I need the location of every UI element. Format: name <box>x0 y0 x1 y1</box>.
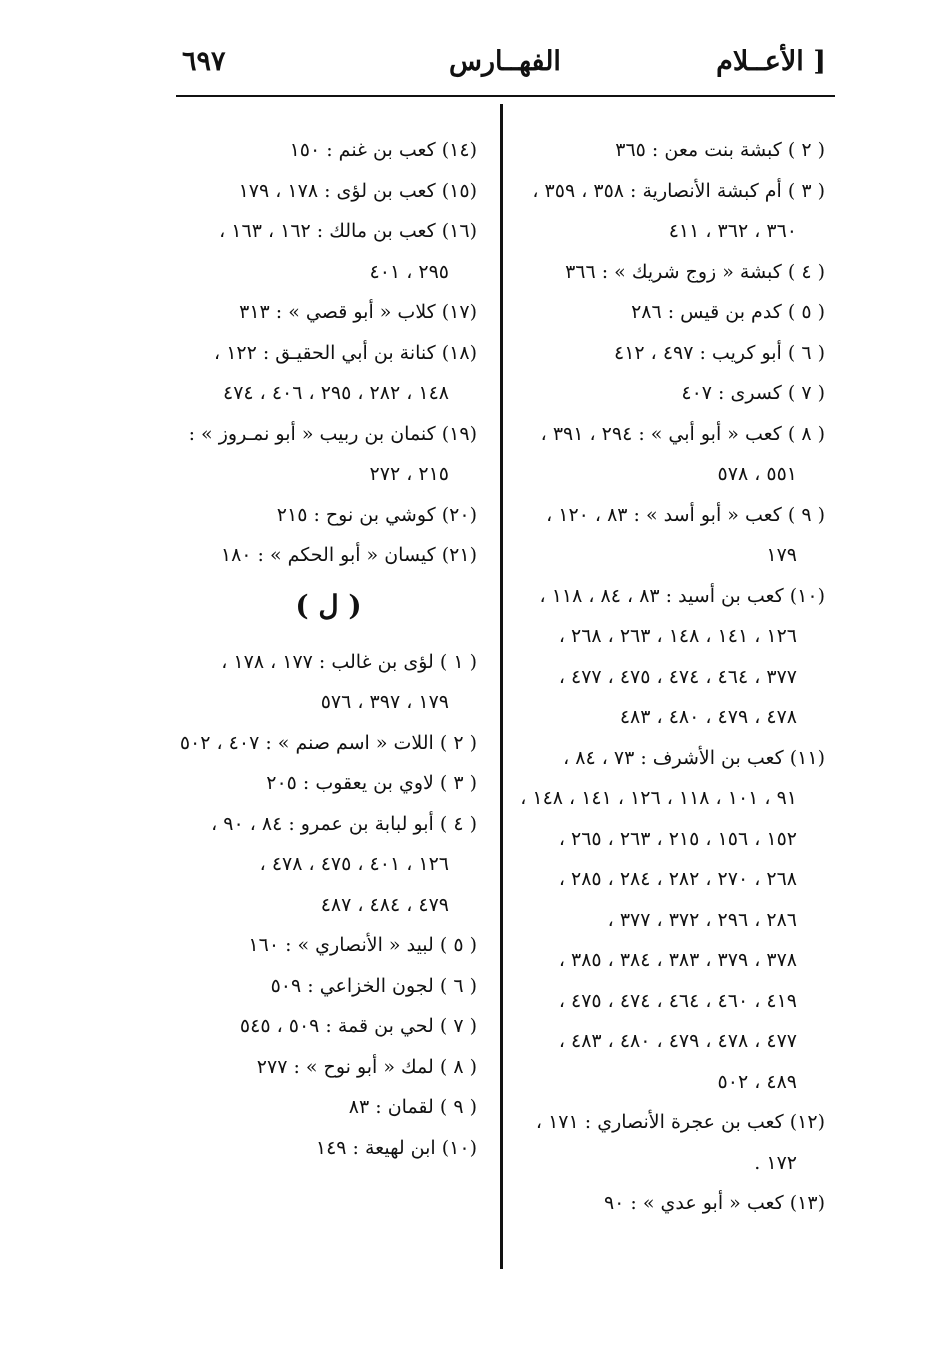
entry-line: ( ٧ ) لحي بن قمة : ٥٠٩ ، ٥٤٥ <box>239 1015 477 1037</box>
entry-line: (١٩) كنمان بن ربيب « أبو نمـروز » : <box>188 422 477 445</box>
entry-continuation-line: ٢١٥ ، ٢٧٢ <box>369 463 449 485</box>
index-entry <box>180 1087 477 1128</box>
entry-line: (١٠) كعب بن أسيد : ٨٣ ، ٨٤ ، ١١٨ ، <box>539 584 825 607</box>
index-entry <box>180 211 477 292</box>
page-number: ٦٩٧ <box>182 46 226 77</box>
entry-continuation-line: ٤٨٩ ، ٥٠٢ <box>717 1070 797 1093</box>
entry-line: (١١) كعب بن الأشرف : ٧٣ ، ٨٤ ، <box>563 746 825 769</box>
index-entry <box>180 292 477 333</box>
index-entry <box>525 292 825 333</box>
entry-continuation-line: ٤٧٩ ، ٤٨٤ ، ٤٨٧ <box>320 893 449 916</box>
entry-continuation-line: ١٥٢ ، ١٥٦ ، ٢١٥ ، ٢٦٣ ، ٢٦٥ ، <box>558 827 797 850</box>
index-entry <box>180 723 477 764</box>
left-column <box>180 130 477 1168</box>
entry-line: ( ٤ ) كبشة « زوج شريك » : ٣٦٦ <box>565 260 825 283</box>
index-entry <box>180 535 477 576</box>
entry-continuation-line: ١٤٨ ، ٢٨٢ ، ٢٩٥ ، ٤٠٦ ، ٤٧٤ <box>223 382 449 404</box>
index-entry <box>525 576 825 738</box>
index-entry <box>180 966 477 1007</box>
index-entry <box>180 130 477 171</box>
entry-line: (٢١) كيسان « أبو الحكم » : ١٨٠ <box>220 544 477 566</box>
index-entry <box>525 130 825 171</box>
entry-line: ( ٥ ) كدم بن قيس : ٢٨٦ <box>631 301 825 323</box>
entry-line: ( ٦ ) أبو كريب : ٤٩٧ ، ٤١٢ <box>613 341 825 364</box>
entry-line: ( ٤ ) أبو لبابة بن عمرو : ٨٤ ، ٩٠ ، <box>211 812 477 835</box>
entry-line: (١٢) كعب بن عجرة الأنصاري : ١٧١ ، <box>535 1111 825 1133</box>
entry-line: (١٣) كعب « أبو عدي » : ٩٠ <box>603 1192 825 1214</box>
entry-continuation-line: ١٧٩ ، ٣٩٧ ، ٥٧٦ <box>320 691 449 713</box>
entry-line: ( ٦ ) لجون الخزاعي : ٥٠٩ <box>270 974 477 997</box>
entry-line: (١٧) كلاب « أبو قصي » : ٣١٣ <box>239 301 477 323</box>
index-entry <box>525 373 825 414</box>
index-entry <box>180 1047 477 1088</box>
entry-continuation-line: ٢٨٦ ، ٢٩٦ ، ٣٧٢ ، ٣٧٧ ، <box>607 908 797 931</box>
entry-line: (١٠) ابن لهيعة : ١٤٩ <box>315 1136 477 1159</box>
entry-continuation-line: ٣٦٠ ، ٣٦٢ ، ٤١١ <box>668 220 797 242</box>
entry-line: ( ٧ ) كسرى : ٤٠٧ <box>681 382 825 404</box>
index-entry <box>525 333 825 374</box>
index-entry <box>180 763 477 804</box>
index-entry <box>180 1006 477 1047</box>
index-entry <box>525 495 825 576</box>
left-column-top-entries <box>180 130 477 576</box>
entry-continuation-line: ١٢٦ ، ٤٠١ ، ٤٧٥ ، ٤٧٨ ، <box>259 853 449 875</box>
entry-line: (١٨) كنانة بن أبي الحقيـق : ١٢٢ ، <box>214 341 477 364</box>
index-entry <box>525 414 825 495</box>
index-entry <box>180 804 477 926</box>
index-entry <box>525 1102 825 1183</box>
header-section-title: الأعــلام ] <box>716 46 826 77</box>
entry-line: (١٥) كعب بن لؤى : ١٧٨ ، ١٧٩ <box>238 179 477 202</box>
header-index-title: الفهــارس <box>449 46 561 77</box>
index-entry <box>180 1128 477 1169</box>
entry-line: ( ٣ ) أم كبشة الأنصارية : ٣٥٨ ، ٣٥٩ ، <box>532 179 825 202</box>
entry-line: (٢٠) كوشي بن نوح : ٢١٥ <box>276 503 477 526</box>
entry-continuation-line: ٢٦٨ ، ٢٧٠ ، ٢٨٢ ، ٢٨٤ ، ٢٨٥ ، <box>558 868 797 890</box>
section-letter-lam: ( ل ) <box>295 588 362 622</box>
header-rule <box>176 95 835 97</box>
entry-continuation-line: ١٧٩ <box>766 544 797 566</box>
entry-line: (١٦) كعب بن مالك : ١٦٢ ، ١٦٣ ، <box>219 220 477 242</box>
entry-continuation-line: ٢٩٥ ، ٤٠١ <box>369 260 449 283</box>
column-divider <box>500 104 503 1269</box>
index-entry <box>180 171 477 212</box>
left-column-bottom-entries <box>180 642 477 1169</box>
index-entry <box>180 414 477 495</box>
index-entry <box>525 171 825 252</box>
index-entry <box>180 642 477 723</box>
entry-line: ( ٣ ) لاوي بن يعقوب : ٢٠٥ <box>266 772 477 794</box>
entry-continuation-line: ٣٧٧ ، ٤٦٤ ، ٤٧٤ ، ٤٧٥ ، ٤٧٧ ، <box>558 665 797 688</box>
index-entry <box>180 495 477 536</box>
entry-continuation-line: ٤٧٨ ، ٤٧٩ ، ٤٨٠ ، ٤٨٣ <box>619 706 797 728</box>
entry-continuation-line: ١٧٢ . <box>754 1151 797 1174</box>
index-entry <box>520 738 825 1103</box>
entry-line: ( ٢ ) اللات « اسم صنم » : ٤٠٧ ، ٥٠٢ <box>179 731 477 754</box>
index-entry <box>525 1183 825 1224</box>
entry-line: ( ٢ ) كبشة بنت معن : ٣٦٥ <box>615 139 825 161</box>
entry-line: ( ٩ ) كعب « أبو أسد » : ٨٣ ، ١٢٠ ، <box>546 503 825 526</box>
index-entry <box>180 333 477 414</box>
index-entry <box>525 252 825 293</box>
index-entry <box>180 925 477 966</box>
entry-line: ( ٥ ) لبيد « الأنصاري » : ١٦٠ <box>248 934 477 956</box>
entry-line: ( ١ ) لؤى بن غالب : ١٧٧ ، ١٧٨ ، <box>221 650 477 673</box>
entry-line: ( ٩ ) لقمان : ٨٣ <box>348 1096 477 1118</box>
entry-line: (١٤) كعب بن غنم : ١٥٠ <box>289 139 477 161</box>
entry-continuation-line: ٤٧٧ ، ٤٧٨ ، ٤٧٩ ، ٤٨٠ ، ٤٨٣ ، <box>558 1030 797 1052</box>
right-column <box>520 130 825 1224</box>
page-header <box>176 46 834 94</box>
entry-line: ( ٨ ) لمك « أبو نوح » : ٢٧٧ <box>256 1055 477 1078</box>
entry-continuation-line: ٤١٩ ، ٤٦٠ ، ٤٦٤ ، ٤٧٤ ، ٤٧٥ ، <box>558 989 797 1012</box>
entry-continuation-line: ١٢٦ ، ١٤١ ، ١٤٨ ، ٢٦٣ ، ٢٦٨ ، <box>558 625 797 647</box>
entry-continuation-line: ٥٥١ ، ٥٧٨ <box>717 463 797 485</box>
entry-continuation-line: ٩١ ، ١٠١ ، ١١٨ ، ١٢٦ ، ١٤١ ، ١٤٨ ، <box>520 787 797 809</box>
entry-continuation-line: ٣٧٨ ، ٣٧٩ ، ٣٨٣ ، ٣٨٤ ، ٣٨٥ ، <box>558 949 797 971</box>
entry-line: ( ٨ ) كعب « أبو أبي » : ٢٩٤ ، ٣٩١ ، <box>540 422 825 445</box>
